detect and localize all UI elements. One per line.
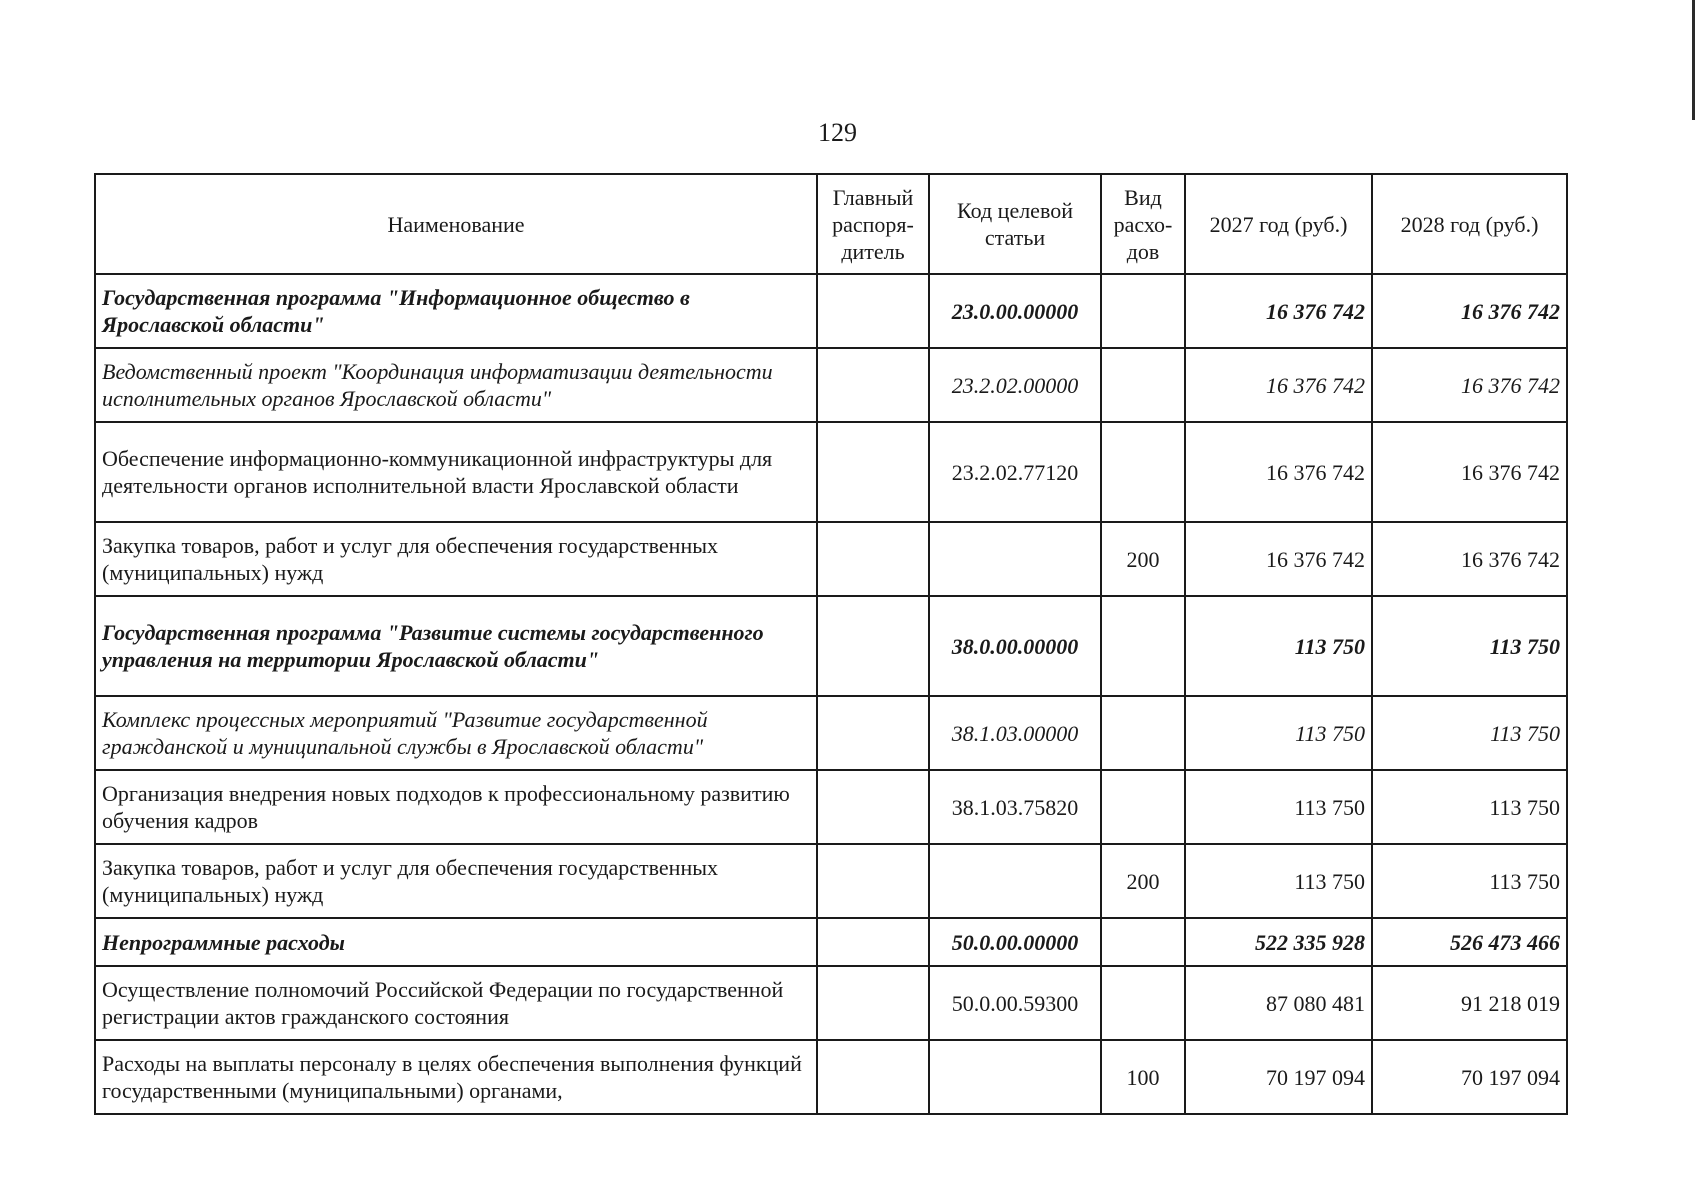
- table-row: [95, 274, 1567, 348]
- cell-2027: 16 376 742: [1185, 274, 1372, 348]
- cell-admin: [817, 770, 929, 844]
- header-name: Наименование: [95, 174, 817, 274]
- cell-type: [1101, 770, 1185, 844]
- cell-name: Закупка товаров, работ и услуг для обеспечения государственных (муниципальных) нужд: [95, 522, 817, 596]
- cell-name: Обеспечение информационно-коммуникационной инфраструктуры для деятельности органов исполнительной власти Ярославской области: [95, 422, 817, 522]
- table-row: [95, 696, 1567, 770]
- cell-name: Осуществление полномочий Российской Федерации по государственной регистрации актов гражданского состояния: [95, 966, 817, 1040]
- table-row: [95, 596, 1567, 696]
- cell-code: 50.0.00.00000: [929, 918, 1101, 966]
- header-code: Код целевой статьи: [929, 174, 1101, 274]
- cell-admin: [817, 596, 929, 696]
- cell-2028: 91 218 019: [1372, 966, 1567, 1040]
- cell-2027: 16 376 742: [1185, 422, 1372, 522]
- cell-type: 200: [1101, 844, 1185, 918]
- cell-code: 50.0.00.59300: [929, 966, 1101, 1040]
- cell-code: 23.0.00.00000: [929, 274, 1101, 348]
- cell-admin: [817, 522, 929, 596]
- cell-code: 23.2.02.00000: [929, 348, 1101, 422]
- table-row: [95, 1040, 1567, 1114]
- cell-type: 200: [1101, 522, 1185, 596]
- table-body: [95, 274, 1567, 1114]
- table-row: [95, 770, 1567, 844]
- cell-2028: 16 376 742: [1372, 274, 1567, 348]
- cell-type: [1101, 966, 1185, 1040]
- cell-2027: 16 376 742: [1185, 522, 1372, 596]
- cell-type: [1101, 918, 1185, 966]
- cell-2028: 16 376 742: [1372, 522, 1567, 596]
- cell-admin: [817, 1040, 929, 1114]
- table-row: [95, 422, 1567, 522]
- cell-type: [1101, 422, 1185, 522]
- cell-2028: 113 750: [1372, 844, 1567, 918]
- cell-code: [929, 844, 1101, 918]
- table-row: [95, 348, 1567, 422]
- cell-2027: 87 080 481: [1185, 966, 1372, 1040]
- cell-type: [1101, 348, 1185, 422]
- table-row: [95, 522, 1567, 596]
- cell-2028: 70 197 094: [1372, 1040, 1567, 1114]
- cell-2027: 70 197 094: [1185, 1040, 1372, 1114]
- cell-name: Расходы на выплаты персоналу в целях обеспечения выполнения функций государственными (муниципальными) органами,: [95, 1040, 817, 1114]
- cell-admin: [817, 422, 929, 522]
- cell-name: Государственная программа "Информационное общество в Ярославской области": [95, 274, 817, 348]
- cell-code: 38.1.03.00000: [929, 696, 1101, 770]
- cell-type: [1101, 696, 1185, 770]
- cell-admin: [817, 696, 929, 770]
- scan-edge-mark: [1692, 0, 1695, 120]
- cell-code: [929, 1040, 1101, 1114]
- cell-name: Непрограммные расходы: [95, 918, 817, 966]
- table-row: [95, 844, 1567, 918]
- cell-name: Организация внедрения новых подходов к профессиональному развитию обучения кадров: [95, 770, 817, 844]
- page-number: 129: [818, 118, 857, 147]
- budget-table: [94, 173, 1568, 1115]
- cell-type: [1101, 274, 1185, 348]
- cell-name: Государственная программа "Развитие системы государственного управления на территории Ярославской области": [95, 596, 817, 696]
- cell-admin: [817, 348, 929, 422]
- cell-name: Закупка товаров, работ и услуг для обеспечения государственных (муниципальных) нужд: [95, 844, 817, 918]
- cell-2027: 522 335 928: [1185, 918, 1372, 966]
- header-year-2027: 2027 год (руб.): [1185, 174, 1372, 274]
- header-admin: Главный распоря-дитель: [817, 174, 929, 274]
- header-row: [95, 174, 1567, 274]
- cell-2028: 16 376 742: [1372, 422, 1567, 522]
- cell-2028: 113 750: [1372, 696, 1567, 770]
- table-header: [95, 174, 1567, 274]
- cell-name: Ведомственный проект "Координация информатизации деятельности исполнительных органов Ярославской области": [95, 348, 817, 422]
- cell-2028: 16 376 742: [1372, 348, 1567, 422]
- cell-code: 38.1.03.75820: [929, 770, 1101, 844]
- header-year-2028: 2028 год (руб.): [1372, 174, 1567, 274]
- cell-2028: 113 750: [1372, 770, 1567, 844]
- cell-type: 100: [1101, 1040, 1185, 1114]
- cell-admin: [817, 274, 929, 348]
- cell-admin: [817, 844, 929, 918]
- cell-code: 38.0.00.00000: [929, 596, 1101, 696]
- cell-2027: 113 750: [1185, 596, 1372, 696]
- header-type: Вид расхо-дов: [1101, 174, 1185, 274]
- cell-2027: 16 376 742: [1185, 348, 1372, 422]
- cell-admin: [817, 966, 929, 1040]
- cell-code: 23.2.02.77120: [929, 422, 1101, 522]
- cell-2028: 113 750: [1372, 596, 1567, 696]
- table-row: [95, 966, 1567, 1040]
- cell-type: [1101, 596, 1185, 696]
- cell-code: [929, 522, 1101, 596]
- cell-2027: 113 750: [1185, 844, 1372, 918]
- cell-2027: 113 750: [1185, 770, 1372, 844]
- table-row: [95, 918, 1567, 966]
- cell-admin: [817, 918, 929, 966]
- cell-name: Комплекс процессных мероприятий "Развитие государственной гражданской и муниципальной службы в Ярославской области": [95, 696, 817, 770]
- cell-2028: 526 473 466: [1372, 918, 1567, 966]
- cell-2027: 113 750: [1185, 696, 1372, 770]
